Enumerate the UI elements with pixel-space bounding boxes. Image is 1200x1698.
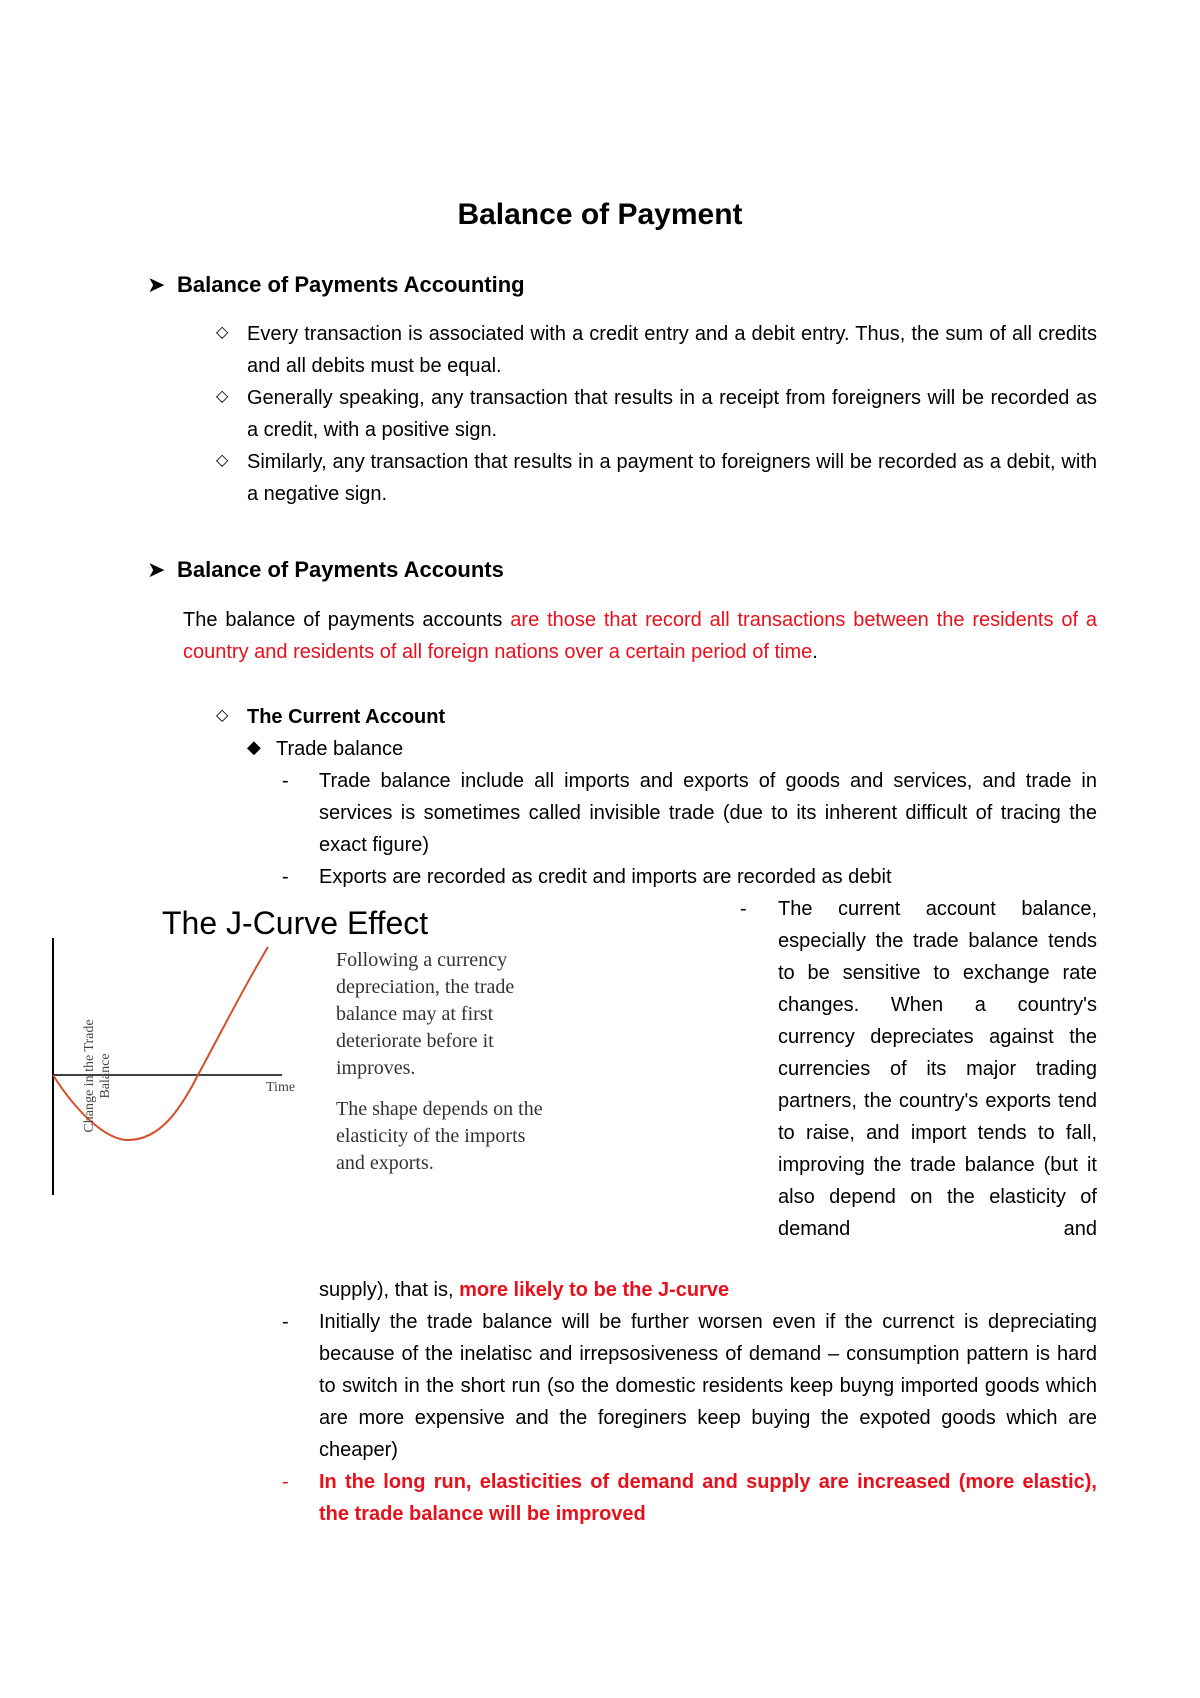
continuation-highlight: more likely to be the J-curve [459,1279,730,1301]
list-item-side: The current account balance, especially the trade balance tends to be sensitive to exchange rate changes. When a country's currency depreciates against the currencies of its major trading partners, the country's exports tend to raise, and import tends to fall, improving the trade balance (but it also depend on the elasticity of demand and [778,898,1097,1240]
figure-caption-1: Following a currency depreciation, the trade balance may at first deteriorate before it improves. [336,949,515,1079]
list-item: Every transaction is associated with a credit entry and a debit entry. Thus, the sum of all credits and all debits must be equal. [247,323,1097,377]
section-heading-text: Balance of Payments Accounting [177,272,525,297]
list-item: Similarly, any transaction that results in a payment to foreigners will be recorded as a debit, with a negative sign. [247,451,1097,505]
intro-highlight: are those that record all transactions between the residents of a country and residents of all foreign nations over a certain period of time [183,609,1098,663]
dash-icon: - [740,898,747,920]
list-item: Trade balance include all imports and exports of goods and services, and trade in services is sometimes called invisible trade (due to its inherent difficult of tracing the exact figure) [319,770,1097,856]
diamond-filled-icon: ◆ [247,737,261,757]
continuation-plain: supply), that is, [319,1279,454,1301]
section-heading-text: Balance of Payments Accounts [177,557,504,582]
dash-icon: - [282,866,289,888]
list-item-highlight: In the long run, elasticities of demand and supply are increased (more elastic), the trade balance will be improved [319,1471,1097,1525]
intro-plain: The balance of payments accounts [183,609,503,631]
diamond-outline-icon: ◇ [216,452,229,469]
diamond-outline-icon: ◇ [216,388,229,405]
x-axis-label: Time [266,1080,296,1095]
dash-icon: - [282,1471,289,1493]
figure-caption-2: The shape depends on the elasticity of the imports and exports. [336,1098,543,1174]
diamond-outline-icon: ◇ [216,707,229,724]
list-item: Generally speaking, any transaction that results in a receipt from foreigners will be recorded as a credit, with a positive sign. [247,387,1097,441]
subsection-heading: The Current Account [247,706,446,728]
section-heading-accounts [147,557,504,583]
section-heading-accounting [147,272,525,298]
list-item-continuation [319,1274,1097,1306]
list-item: Initially the trade balance will be further worsen even if the currenct is depreciating because of the inelatisc and irrepsosiveness of demand – consumption pattern is hard to switch in the short run (so the domestic residents keep buyng imported goods which are more expensive and the foreginers keep buying the expoted goods which are cheaper) [319,1311,1097,1461]
dash-icon: - [282,1311,289,1333]
list-item: Exports are recorded as credit and imports are recorded as debit [319,866,892,888]
figure-title: The J-Curve Effect [162,905,429,941]
diamond-outline-icon: ◇ [216,324,229,341]
sub-bullet-label: Trade balance [276,738,404,760]
arrow-bullet-icon: ➤ [147,272,166,297]
dash-icon: - [282,770,289,792]
intro-end: . [812,641,818,663]
y-axis-label: Change in the Trade Balance [82,1019,113,1133]
arrow-bullet-icon: ➤ [147,557,166,582]
page-title: Balance of Payment [457,198,743,231]
intro-paragraph [183,604,1097,668]
